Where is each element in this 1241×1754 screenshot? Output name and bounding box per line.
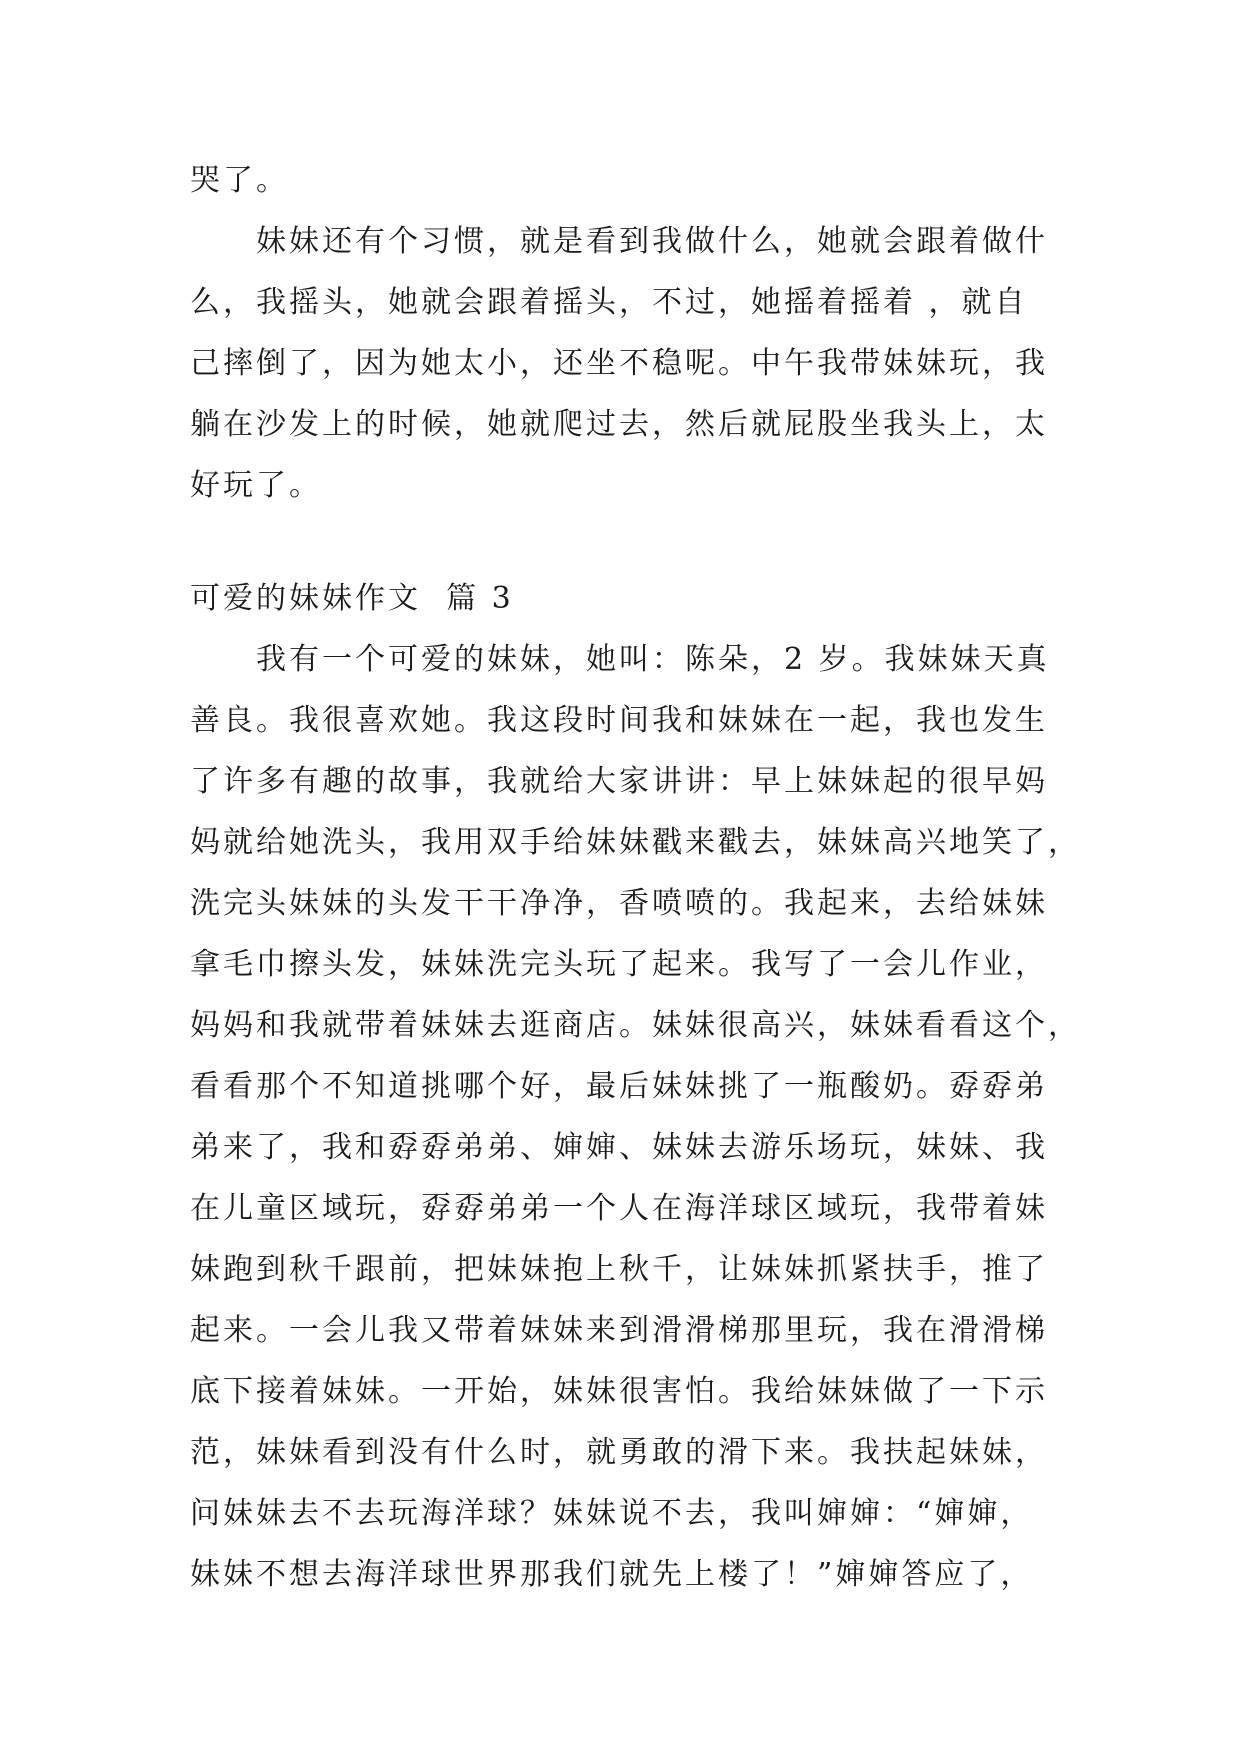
text-line: 我有一个可爱的妹妹，她叫：陈朵，2 岁。我妹妹天真	[190, 642, 1050, 677]
text-line: 了许多有趣的故事，我就给大家讲讲：早上妹妹起的很早妈	[190, 764, 1048, 799]
text-line: 在儿童区域玩，孬孬弟弟一个人在海洋球区域玩，我带着妹	[190, 1191, 1048, 1226]
text-line: 妹妹还有个习惯，就是看到我做什么，她就会跟着做什	[190, 224, 1048, 259]
text-line: 善良。我很喜欢她。我这段时间我和妹妹在一起，我也发生	[190, 703, 1048, 738]
text-line: 看看那个不知道挑哪个好，最后妹妹挑了一瓶酸奶。孬孬弟	[190, 1069, 1048, 1104]
text-line: 妈妈和我就带着妹妹去逛商店。妹妹很高兴，妹妹看看这个，	[190, 1008, 1081, 1043]
text-line: 妈就给她洗头，我用双手给妹妹戳来戳去，妹妹高兴地笑了，	[190, 825, 1081, 860]
text-line: 洗完头妹妹的头发干干净净，香喷喷的。我起来，去给妹妹	[190, 886, 1048, 921]
text-line: 己摔倒了，因为她太小，还坐不稳呢。中午我带妹妹玩，我	[190, 346, 1048, 381]
text-line: 好玩了。	[190, 468, 322, 503]
text-line: 范，妹妹看到没有什么时，就勇敢的滑下来。我扶起妹妹，	[190, 1435, 1048, 1470]
text-line: 拿毛巾擦头发，妹妹洗完头玩了起来。我写了一会儿作业，	[190, 947, 1048, 982]
paragraph-habit	[190, 211, 1060, 516]
text-line: 妹跑到秋千跟前，把妹妹抱上秋千，让妹妹抓紧扶手，推了	[190, 1252, 1048, 1287]
fragment-line: 哭了。	[190, 163, 289, 198]
text-line: 底下接着妹妹。一开始，妹妹很害怕。我给妹妹做了一下示	[190, 1374, 1048, 1409]
text-line: 躺在沙发上的时候，她就爬过去，然后就屁股坐我头上，太	[190, 407, 1048, 442]
section-heading: 可爱的妹妹作文 篇 3	[190, 581, 514, 616]
text-line: 弟来了，我和孬孬弟弟、婶婶、妹妹去游乐场玩，妹妹、我	[190, 1130, 1048, 1165]
paragraph-story	[190, 629, 1081, 1605]
text-line: 妹妹不想去海洋球世界那我们就先上楼了！”婶婶答应了，	[190, 1557, 1034, 1592]
section-spacer	[190, 516, 1060, 568]
text-line: 么，我摇头，她就会跟着摇头，不过，她摇着摇着 ，就自	[190, 285, 1028, 320]
document-body	[190, 150, 1081, 1605]
text-line: 问妹妹去不去玩海洋球？妹妹说不去，我叫婶婶：“婶婶，	[190, 1496, 1034, 1531]
text-line: 起来。一会儿我又带着妹妹来到滑滑梯那里玩，我在滑滑梯	[190, 1313, 1048, 1348]
